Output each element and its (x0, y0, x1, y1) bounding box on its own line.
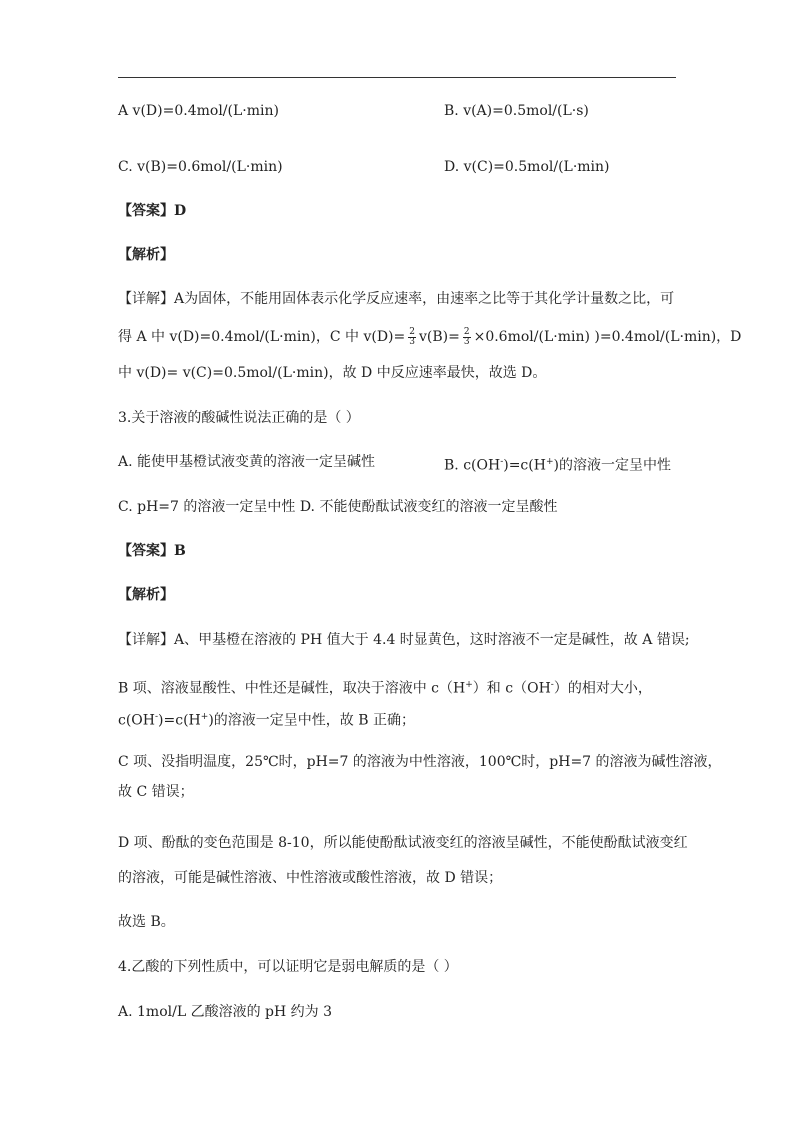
q2-detail-line2 (118, 327, 741, 347)
q3-detail-line4: C 项、没指明温度，25℃时，pH=7 的溶液为中性溶液，100℃时，pH=7 的溶液为碱性溶液， (118, 754, 722, 770)
q3-detail-line7: 的溶液，可能是碱性溶液、中性溶液或酸性溶液，故 D 错误； (118, 870, 503, 886)
q4-option-a: A. 1mol/L 乙酸溶液的 pH 约为 3 (118, 1004, 332, 1020)
q2-detail-line2-a: 得 A 中 v(D)=0.4mol/(L·min)，C 中 v(D)= (118, 329, 406, 345)
q3-analysis-label: 【解析】 (118, 587, 174, 603)
q2-answer: 【答案】D (118, 203, 187, 219)
q3-option-b: B. c(OH-)=c(H+)的溶液一定呈中性 (444, 457, 671, 474)
q2-option-a: A v(D)=0.4mol/(L·min) (118, 103, 279, 119)
q2-option-c: C. v(B)=0.6mol/(L·min) (118, 159, 283, 175)
q3-option-a: A. 能使甲基橙试液变黄的溶液一定呈碱性 (118, 454, 376, 470)
q2-option-d: D. v(C)=0.5mol/(L·min) (444, 159, 610, 175)
q3-detail-line1: 【详解】A、甲基橙在溶液的 PH 值大于 4.4 时显黄色，这时溶液不一定是碱性，故 A 错误; (118, 632, 690, 648)
q4-stem: 4.乙酸的下列性质中，可以证明它是弱电解质的是（ ） (118, 959, 458, 975)
header-rule (118, 77, 676, 78)
q3-detail-line2: B 项、溶液显酸性、中性还是碱性，取决于溶液中 c（H+）和 c（OH-）的相对大小， (118, 680, 652, 697)
q3-detail-line6: D 项、酚酞的变色范围是 8-10，所以能使酚酞试液变红的溶液呈碱性，不能使酚酞试液变红 (118, 835, 688, 851)
q2-detail-line2-c: ×0.6mol/(L·min) )=0.4mol/(L·min)，D (473, 329, 742, 345)
q3-detail-line5: 故 C 错误； (118, 784, 194, 800)
q2-option-b: B. v(A)=0.5mol/(L·s) (444, 103, 589, 119)
q3-answer: 【答案】B (118, 543, 186, 559)
q2-analysis-label: 【解析】 (118, 247, 174, 263)
q2-detail-line3: 中 v(D)= v(C)=0.5mol/(L·min)，故 D 中反应速率最快，故选 D。 (118, 365, 547, 381)
q2-detail-line2-b: v(B)= (419, 329, 460, 345)
fraction-two-thirds-2: $\frac{2}{3}$ (463, 326, 470, 347)
q3-detail-line3: c(OH-)=c(H+)的溶液一定呈中性，故 B 正确； (118, 712, 415, 729)
q2-detail-line1: 【详解】A为固体，不能用固体表示化学反应速率，由速率之比等于其化学计量数之比，可 (118, 291, 675, 307)
q3-detail-line8: 故选 B。 (118, 914, 175, 930)
fraction-two-thirds-1: $\frac{2}{3}$ (409, 326, 415, 347)
q3-options-cd: C. pH=7 的溶液一定呈中性 D. 不能使酚酞试液变红的溶液一定呈酸性 (118, 499, 558, 515)
q3-stem: 3.关于溶液的酸碱性说法正确的是（ ） (118, 410, 360, 426)
